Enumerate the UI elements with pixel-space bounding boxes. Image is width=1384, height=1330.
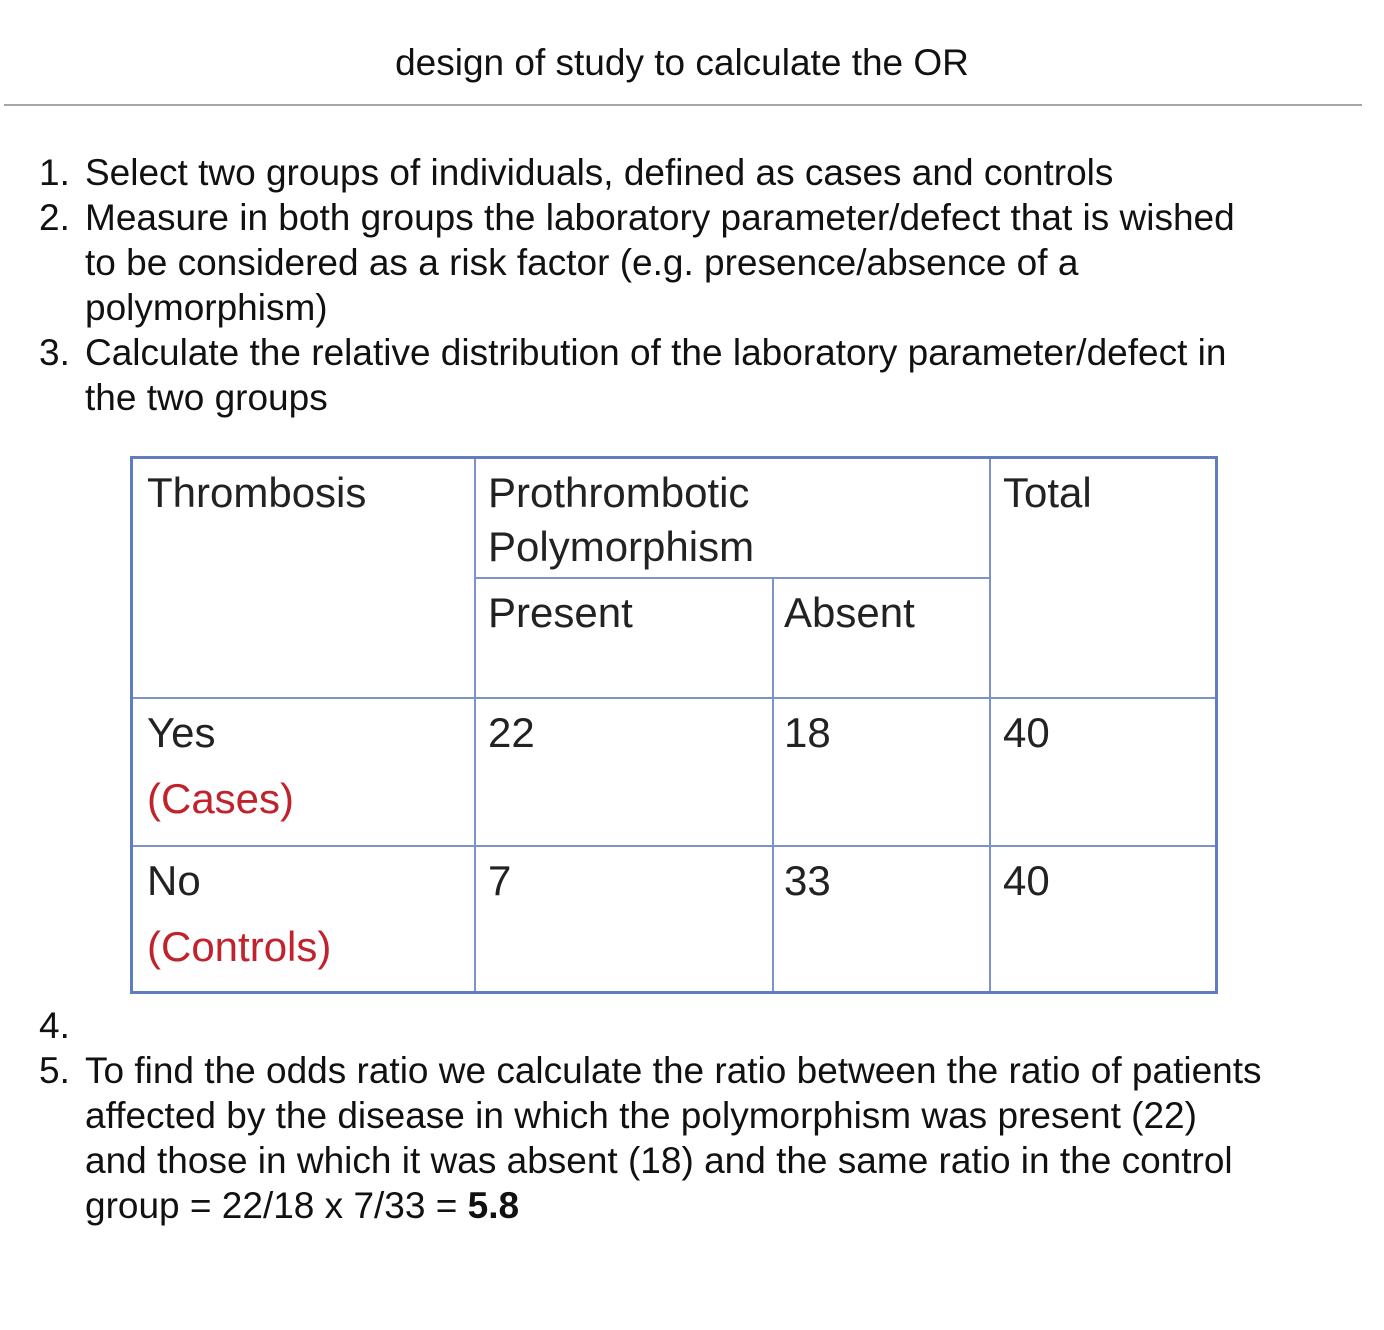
header-present: Present [488, 589, 633, 636]
cell-yes-present: 22 [488, 709, 535, 756]
contingency-table [130, 456, 1218, 994]
list-item-1: Select two groups of individuals, defined as cases and controls [85, 152, 1114, 193]
cell-no-total: 40 [1003, 857, 1050, 904]
list-item-3-line-2: the two groups [85, 377, 328, 418]
page-title: design of study to calculate the OR [395, 42, 969, 83]
list-item-2-line-1: Measure in both groups the laboratory parameter/defect that is wished [85, 197, 1235, 238]
list-item-3-line-1: Calculate the relative distribution of the laboratory parameter/defect in [85, 332, 1227, 373]
table-hline-group [476, 577, 989, 579]
list-item-5-line-1: To find the odds ratio we calculate the ratio between the ratio of patients [85, 1050, 1262, 1091]
row-yes-label: Yes [147, 709, 216, 756]
header-group-line-1: Prothrombotic [488, 469, 750, 516]
table-vline-2 [772, 579, 774, 991]
header-thrombosis: Thrombosis [147, 469, 367, 516]
header-group-line-2: Polymorphism [488, 523, 755, 570]
header-total: Total [1003, 469, 1092, 516]
list-item-5-line-2: affected by the disease in which the polymorphism was present (22) [85, 1095, 1197, 1136]
list-number-4: 4. [39, 1005, 70, 1046]
odds-ratio-result: 5.8 [467, 1185, 520, 1226]
list-number-5: 5. [39, 1050, 70, 1091]
list-number-2: 2. [39, 197, 70, 238]
table-vline-1 [474, 459, 476, 991]
cell-no-present: 7 [488, 857, 512, 904]
cell-yes-absent: 18 [784, 709, 831, 756]
table-hline-header [133, 697, 1215, 699]
list-item-5-line-4 [85, 1183, 519, 1228]
row-no-label: No [147, 857, 201, 904]
header-absent: Absent [784, 589, 915, 636]
row-no-sublabel: (Controls) [147, 923, 332, 970]
cell-yes-total: 40 [1003, 709, 1050, 756]
cell-no-absent: 33 [784, 857, 831, 904]
title-divider [4, 104, 1362, 106]
row-yes-sublabel: (Cases) [147, 775, 295, 822]
list-item-2-line-3: polymorphism) [85, 287, 328, 328]
table-hline-row [133, 845, 1215, 847]
table-vline-3 [989, 459, 991, 991]
odds-ratio-formula: group = 22/18 x 7/33 = [85, 1185, 468, 1226]
list-number-1: 1. [39, 152, 70, 193]
list-item-5-line-3: and those in which it was absent (18) and the same ratio in the control [85, 1140, 1233, 1181]
list-item-2-line-2: to be considered as a risk factor (e.g. presence/absence of a [85, 242, 1079, 283]
list-number-3: 3. [39, 332, 70, 373]
